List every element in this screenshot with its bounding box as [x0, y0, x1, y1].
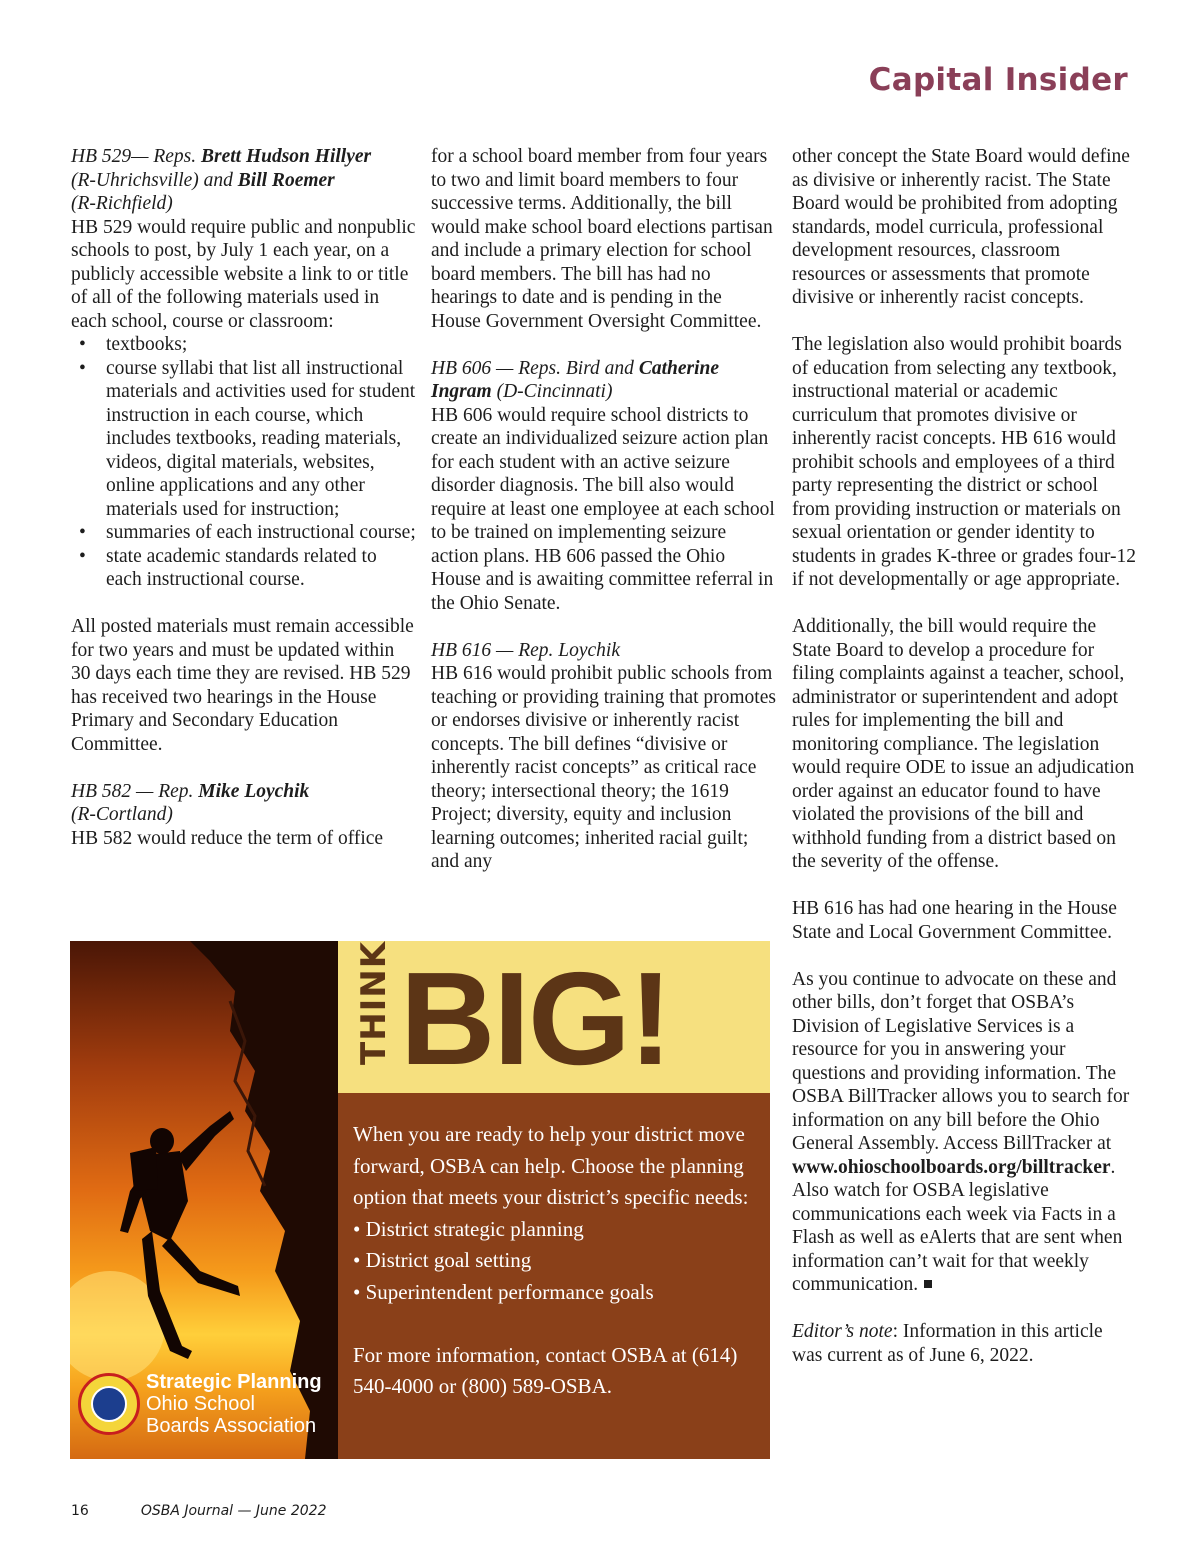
think-big-advertisement: [70, 941, 770, 1459]
section-title: Capital Insider: [868, 62, 1128, 98]
osba-seal-logo: [78, 1373, 140, 1435]
column-2: [431, 145, 776, 874]
publication-name: OSBA Journal — June 2022: [140, 1503, 327, 1519]
hb616-prohibitions: The legislation also would prohibit boards of education from selecting any textbook, instructional material or academic curriculum that promotes divisive or inherently racist concepts. HB 616 would prohibit schools and employees of a third party representing the district or school from providing instruction or materials on sexual orientation or gender identity to students in grades K-three or grades four-12 if not developmentally or age appropriate.: [792, 334, 1137, 590]
page-number: 16: [71, 1503, 89, 1519]
hb616-body-continued: other concept the State Board would define as divisive or inherently racist. The State Board would be prohibited from adopting standards, model curricula, professional development resources, classroom resources or assessments that promote divisive or inherently racist concepts.: [792, 146, 1130, 308]
big-headline: BIG!: [400, 945, 671, 1092]
list-item: • course syllabi that list all instructional materials and activities used for student instruction in each course, which includes textbooks, reading materials, videos, digital materials, websites, online applications and any other materials used for instruction;: [71, 357, 416, 522]
hb529-heading: HB 529— Reps. Brett Hudson Hillyer (R-Uhrichsville) and Bill Roemer (R-Richfield): [71, 146, 372, 214]
hb616-body: HB 616 would prohibit public schools from teaching or providing training that promotes or endorses divisive or inherently racist concepts. The bill defines “divisive or inherently racist concepts” as critical race theory; intersectional theory; the 1619 Project; diversity, equity and inclusion learning outcomes; inherited racial guilt; and any: [431, 663, 776, 872]
osba-logo-text: Strategic Planning Ohio School Boards Association: [146, 1371, 322, 1437]
hb529-materials-list: [71, 333, 416, 592]
headline-panel: [338, 941, 770, 1093]
ad-contact: For more information, contact OSBA at (614) 540-4000 or (800) 589-OSBA.: [353, 1342, 738, 1398]
hb616-complaints: Additionally, the bill would require the State Board to develop a procedure for filing complaints against a teacher, school, administrator or superintendent and adopt rules for implementing the bill and monitoring compliance. The legislation would require ODE to issue an adjudication order against an educator found to have violated the provisions of the bill and withhold funding from a district based on the severity of the offense.: [792, 616, 1135, 872]
column-1: [71, 145, 416, 850]
hb582-body-continued: for a school board member from four years to two and limit board members to four successive terms. Additionally, the bill would make school board elections partisan and include a primary election for school board members. The bill has had no hearings to date and is pending in the House Government Oversight Committee.: [431, 146, 773, 332]
hb529-status: All posted materials must remain accessible for two years and must be updated within 30 days each time they are revised. HB 529 has received two hearings in the House Primary and Secondary Education Committee.: [71, 616, 414, 755]
list-item: • state academic standards related to each instructional course.: [71, 545, 416, 592]
hb606-heading: HB 606 — Reps. Bird and Catherine Ingram (D-Cincinnati): [431, 357, 719, 402]
end-of-article-mark: [924, 1280, 932, 1288]
ad-intro: When you are ready to help your district move forward, OSBA can help. Choose the planning option that meets your district’s specific needs:: [353, 1122, 749, 1209]
column-3: [792, 145, 1137, 1367]
list-item: • summaries of each instructional course;: [71, 521, 416, 545]
editors-note: Editor’s note: Information in this article was current as of June 6, 2022.: [792, 1321, 1103, 1366]
list-item: • textbooks;: [71, 333, 416, 357]
hb606-body: HB 606 would require school districts to create an individualized seizure action plan for each student with an active seizure disorder diagnosis. The bill also would require at least one employee at each school to be trained on implementing seizure action plans. HB 606 passed the Ohio House and is awaiting committee referral in the Ohio Senate.: [431, 404, 775, 614]
ad-option: • District strategic planning: [353, 1216, 584, 1241]
hb582-heading: HB 582 — Rep. Mike Loychik (R-Cortland): [71, 780, 310, 825]
think-headline: THINK: [354, 941, 394, 1065]
hb616-status: HB 616 has had one hearing in the House State and Local Government Committee.: [792, 898, 1117, 943]
ad-copy-panel: [338, 1093, 770, 1459]
page-footer: [71, 1503, 327, 1519]
hb582-body-start: HB 582 would reduce the term of office: [71, 827, 384, 849]
billtracker-link[interactable]: www.ohioschoolboards.org/billtracker: [792, 1156, 1111, 1178]
hb616-heading: HB 616 — Rep. Loychik: [431, 639, 621, 661]
hb529-body: HB 529 would require public and nonpublic schools to post, by July 1 each year, on a publicly accessible website a link to or title of all of the following materials used in each school, course or classroom:: [71, 216, 416, 332]
ad-option: • Superintendent performance goals: [353, 1279, 654, 1304]
billtracker-paragraph: As you continue to advocate on these and other bills, don’t forget that OSBA’s Division of Legislative Services is a resource for you in answering your questions and providing information. The OSBA BillTracker allows you to search for information on any bill before the Ohio General Assembly. Access BillTracker at www.ohioschoolboards.org/billtracker. Also watch for OSBA legislative communications each week via Facts in a Flash as well as eAlerts that are sent when information can’t wait for that weekly communication.: [792, 968, 1130, 1295]
ad-option: • District goal setting: [353, 1248, 532, 1272]
